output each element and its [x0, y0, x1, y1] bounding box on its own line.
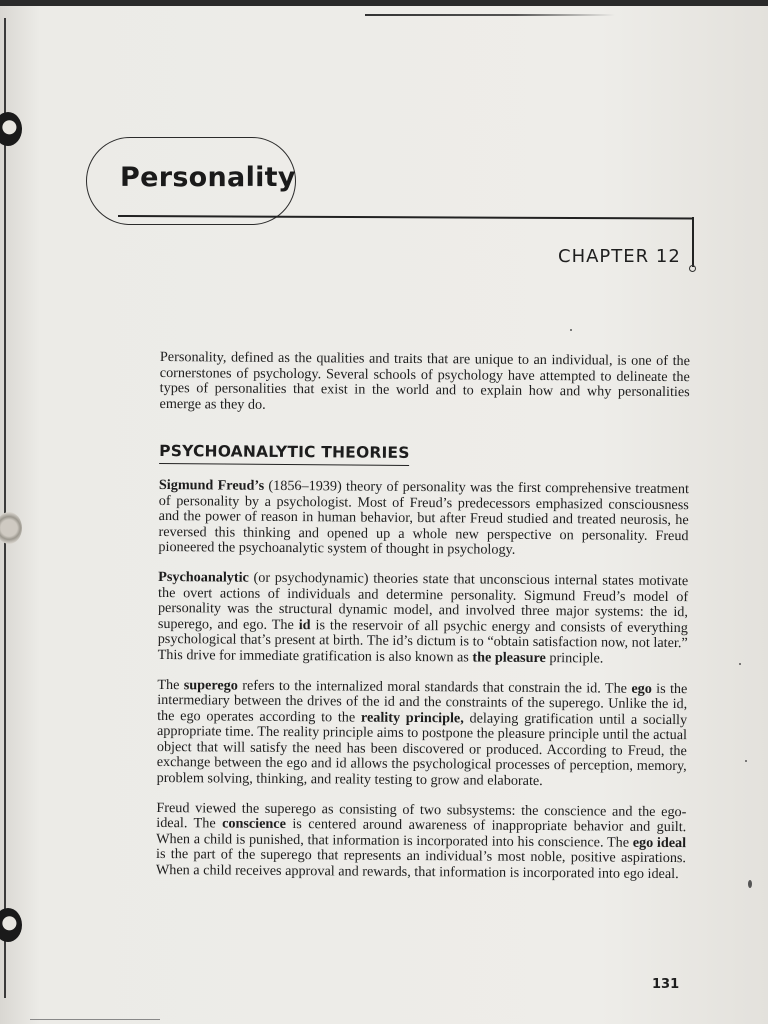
page-number: 131	[652, 977, 680, 992]
paragraph-freud: Sigmund Freud’s (1856–1939) theory of personality was the first comprehensive treatment of personality by a psychologist. Most of Freud’s predecessors emphasized consciousness and the power of reason in human behavior, but after Freud studied and treated neurosis, he reversed this thinking and opened up a whole new perspective on personality. Freud pioneered the psychoanalytic system of thought in psychology.	[158, 476, 689, 559]
term-freud: Sigmund Freud’s	[158, 476, 265, 494]
term-superego: superego	[183, 676, 238, 694]
chapter-body	[156, 350, 690, 897]
scan-speck	[570, 329, 572, 331]
term-reality-principle: reality principle,	[360, 709, 464, 727]
top-edge-rule	[0, 0, 768, 6]
term-conscience: conscience	[222, 815, 286, 833]
scan-speck	[739, 663, 741, 665]
chapter-ring-icon	[689, 265, 696, 272]
scan-speck	[748, 880, 752, 888]
chapter-title: Personality	[120, 162, 296, 193]
page-left-edge	[4, 18, 6, 998]
term-id: id	[298, 616, 311, 633]
paragraph-ego-ideal: Freud viewed the superego as consisting of two subsystems: the conscience and the ego-ideal. The conscience is centered around awareness of inappropriate behavior and guilt. When a child is punished, that information is incorporated into his conscience. The ego ideal is the part of the superego that represents an individual’s most noble, positive aspirations. When a child receives approval and rewards, that information is incorporated into ego ideal.	[155, 799, 687, 883]
chapter-number-label: CHAPTER 12	[558, 246, 681, 267]
scan-speck	[745, 760, 747, 762]
section-heading-wrap	[159, 444, 689, 472]
bottom-edge-rule	[30, 1019, 160, 1020]
section-heading: PSYCHOANALYTIC THEORIES	[159, 444, 410, 466]
term-ego-ideal: ego ideal	[632, 834, 687, 851]
term-pleasure: the pleasure	[472, 649, 546, 666]
paragraph-psychoanalytic: Psychoanalytic (or psychodynamic) theories state that unconscious internal states motivate the overt actions of individuals and determine personality. Sigmund Freud’s model of personality was the structural dynamic model, and involved three major systems: the id, superego, and ego. The id is the reservoir of all psychic energy and consists of everything psychological that’s present at birth. The id’s dictum is to “obtain satisfaction now, not later.” This drive for immediate gratification is also known as the pleasure principle.	[157, 568, 689, 667]
chapter-rule	[692, 217, 694, 267]
term-psychoanalytic: Psychoanalytic	[158, 568, 249, 586]
top-decorative-line	[365, 14, 615, 16]
paragraph-superego: The superego refers to the internalized moral standards that constrain the id. The ego is the intermediary between the drives of the id and the constraints of the superego. Unlike the id, the ego operates according to the reality principle, delaying gratification until a socially appropriate time. The reality principle aims to postpone the pleasure principle until the actual object that will satisfy the need has been discovered or produced. According to Freud, the exchange between the ego and id allows the psychological processes of perception, memory, problem solving, thinking, and reality testing to grow and elaborate.	[156, 676, 688, 790]
term-ego: ego	[631, 680, 652, 697]
intro-paragraph: Personality, defined as the qualities and traits that are unique to an individual, is one of the cornerstones of psychology. Several schools of psychology have attempted to delineate the types of personalities that exist in the world and to explain how and why personalities emerge as they do.	[159, 349, 690, 413]
